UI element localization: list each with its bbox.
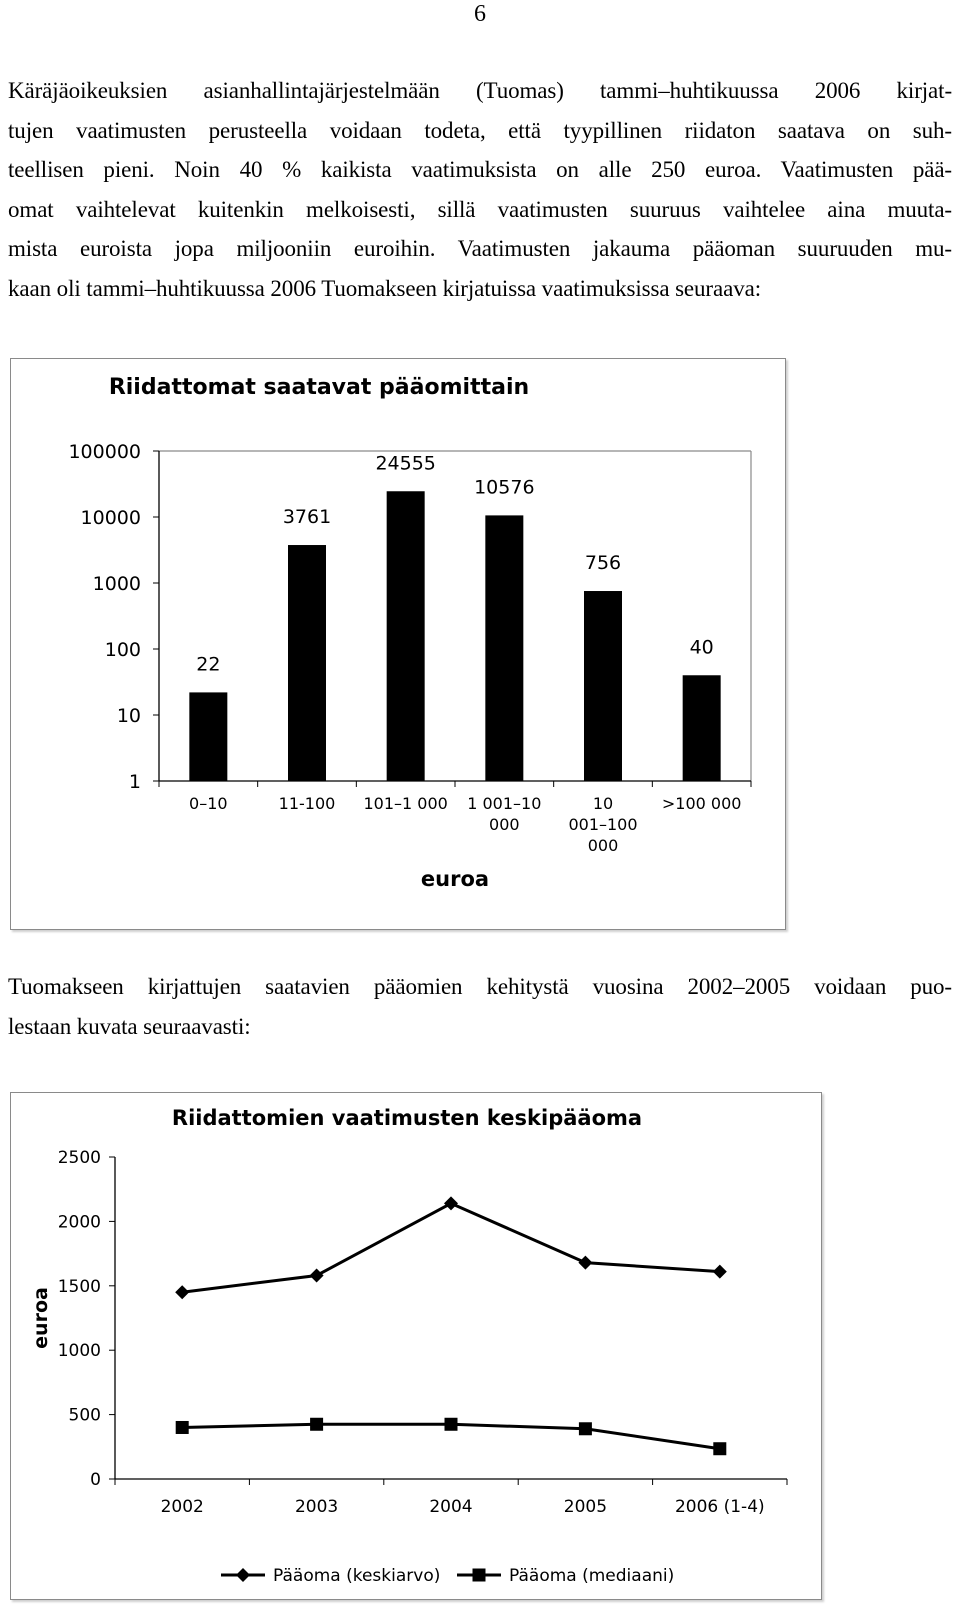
- bar-chart-frame: [10, 358, 786, 930]
- data-point-diamond: [175, 1285, 189, 1299]
- legend-label: Pääoma (mediaani): [509, 1566, 675, 1586]
- x-axis-title: euroa: [420, 867, 490, 891]
- data-label: 756: [584, 552, 622, 575]
- y-tick-label: 10000: [80, 507, 141, 529]
- chart-title: Riidattomien vaatimusten keskipääoma: [171, 1106, 643, 1130]
- paragraph-line: mista euroista jopa miljooniin euroihin. Vaatimusten jakauma pääoman suuruuden mu-: [8, 236, 952, 261]
- data-point-square: [713, 1442, 726, 1455]
- x-tick-label: 000: [489, 815, 520, 834]
- data-point-diamond: [444, 1196, 458, 1210]
- intro-paragraph: [8, 71, 952, 308]
- bar: [189, 692, 227, 781]
- series-line: [182, 1203, 720, 1292]
- data-point-diamond: [578, 1256, 592, 1270]
- x-tick-label: 2002: [160, 1497, 204, 1517]
- x-tick-label: 2005: [563, 1497, 608, 1517]
- x-tick-label: 0–10: [189, 794, 228, 813]
- x-tick-label: 1 001–10: [467, 794, 542, 813]
- y-axis-title: euroa: [30, 1287, 52, 1349]
- line-chart-frame: [10, 1092, 822, 1600]
- y-tick-label: 1500: [57, 1276, 101, 1297]
- x-tick-label: 10: [592, 794, 614, 813]
- legend-marker-diamond: [236, 1568, 250, 1582]
- line-chart: [11, 1093, 821, 1599]
- paragraph-line: lestaan kuvata seuraavasti:: [8, 1013, 251, 1039]
- paragraph-line: teellisen pieni. Noin 40 % kaikista vaatimuksista on alle 250 euroa. Vaatimusten pää-: [8, 157, 952, 182]
- x-tick-label: 2006 (1-4): [674, 1497, 765, 1517]
- paragraph-line: Tuomakseen kirjattujen saatavien pääomien kehitystä vuosina 2002–2005 voidaan puo-: [8, 974, 952, 999]
- paragraph-line: tujen vaatimusten perusteella voidaan todeta, että tyypillinen riidaton saatava on suh-: [8, 117, 952, 143]
- y-tick-label: 500: [68, 1405, 101, 1426]
- x-tick-label: >100 000: [661, 794, 742, 813]
- bar: [683, 675, 721, 781]
- x-tick-label: 2004: [429, 1497, 473, 1517]
- y-tick-label: 10: [116, 705, 141, 727]
- x-tick-label: 001–100: [568, 815, 638, 834]
- data-label: 40: [689, 636, 714, 659]
- data-point-diamond: [310, 1268, 324, 1282]
- y-tick-label: 2500: [57, 1148, 101, 1168]
- bar-chart: [11, 359, 785, 929]
- x-tick-label: 2003: [294, 1497, 339, 1517]
- data-point-square: [579, 1422, 592, 1435]
- data-point-diamond: [713, 1265, 727, 1279]
- bar: [387, 491, 425, 781]
- bar: [288, 545, 326, 781]
- y-tick-label: 1000: [57, 1341, 101, 1362]
- paragraph-line: kaan oli tammi–huhtikuussa 2006 Tuomakseen kirjatuissa vaatimuksissa seuraava:: [8, 275, 762, 301]
- chart-title: Riidattomat saatavat pääomittain: [108, 375, 530, 400]
- y-tick-label: 100: [104, 639, 141, 661]
- y-tick-label: 100000: [68, 441, 141, 463]
- y-tick-label: 2000: [57, 1212, 101, 1233]
- page-number: 6: [474, 1, 486, 27]
- y-tick-label: 1: [128, 771, 141, 793]
- x-tick-label: 101–1 000: [363, 794, 448, 813]
- data-label: 3761: [282, 506, 332, 529]
- legend-marker-square: [473, 1569, 486, 1582]
- paragraph-line: omat vaihtelevat kuitenkin melkoisesti, sillä vaatimusten suuruus vaihtelee aina muuta-: [8, 196, 952, 222]
- y-tick-label: 1000: [92, 573, 141, 595]
- x-tick-label: 11-100: [278, 794, 336, 813]
- data-point-square: [176, 1421, 189, 1434]
- data-point-square: [310, 1418, 323, 1431]
- legend-label: Pääoma (keskiarvo): [273, 1566, 441, 1586]
- data-label: 10576: [474, 476, 535, 499]
- data-label: 24555: [375, 452, 436, 475]
- data-point-square: [445, 1418, 458, 1431]
- bar: [584, 591, 622, 781]
- x-tick-label: 000: [587, 836, 619, 855]
- data-label: 22: [196, 653, 221, 676]
- paragraph-line: Käräjäoikeuksien asianhallintajärjestelmään (Tuomas) tammi–huhtikuussa 2006 kirjat-: [8, 78, 952, 103]
- y-tick-label: 0: [90, 1470, 101, 1490]
- bar: [485, 515, 523, 781]
- second-paragraph: [8, 967, 952, 1046]
